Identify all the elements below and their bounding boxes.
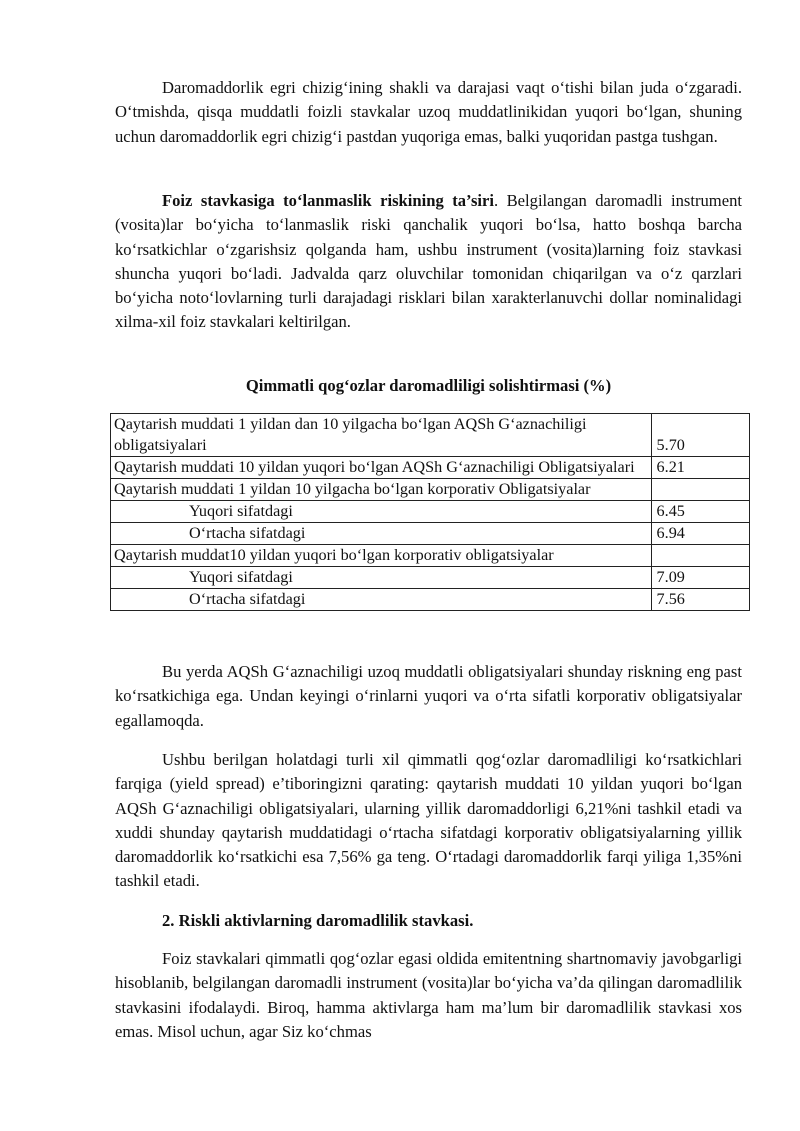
paragraph-yield-curve: Daromaddorlik egri chizig‘ining shakli va darajasi vaqt o‘tishi bilan juda o‘zgaradi. O‘tmishda, qisqa muddatli foizli stavkalar uzoq muddatlinikidan yuqori bo‘lgan, shuning uchun daromaddorlik egri chizig‘i pastdan yuqoriga emas, balki yuqoridan pastga tushgan.	[115, 78, 742, 146]
table-cell-value	[651, 545, 749, 567]
table-cell-value	[651, 479, 749, 501]
table-row	[111, 457, 750, 479]
paragraph-default-risk-text: . Belgilangan daromadli instrument (vosita)lar bo‘yicha to‘lanmaslik riski qanchalik yuqori bo‘lsa, hatto boshqa barcha ko‘rsatkichlar o‘zgarishsiz qolganda ham, ushbu instrument (vosita)larning foiz stavkasi shuncha yuqori bo‘ladi. Jadvalda qarz oluvchilar tomonidan chiqarilgan va o‘z qarzlari bo‘yicha noto‘lovlarning turli darajadagi risklari bilan xarakterlanuvchi dollar nominalidagi xilma-xil foiz stavkalari keltirilgan.	[115, 191, 742, 332]
table-row	[111, 589, 750, 611]
paragraph-default-risk	[115, 189, 742, 335]
table-cell-label: O‘rtacha sifatdagi	[111, 523, 652, 545]
table-cell-label: Yuqori sifatdagi	[111, 567, 652, 589]
table-cell-label: Qaytarish muddati 10 yildan yuqori bo‘lgan AQSh G‘aznachiligi Obligatsiyalari	[111, 457, 652, 479]
table-row	[111, 479, 750, 501]
table-cell-label: O‘rtacha sifatdagi	[111, 589, 652, 611]
table-cell-value: 7.56	[651, 589, 749, 611]
table-row	[111, 545, 750, 567]
section-heading: 2. Riskli aktivlarning daromadlilik stavkasi.	[162, 911, 474, 930]
table-cell-label: Yuqori sifatdagi	[111, 501, 652, 523]
table-cell-label: Qaytarish muddat10 yildan yuqori bo‘lgan korporativ obligatsiyalar	[111, 545, 652, 567]
paragraph-table-comment: Bu yerda AQSh G‘aznachiligi uzoq muddatli obligatsiyalari shunday riskning eng past ko‘rsatkichiga ega. Undan keyingi o‘rinlarni yuqori va o‘rta sifatli korporativ obligatsiyalar egallamoqda.	[115, 662, 742, 730]
yield-comparison-table	[110, 413, 750, 611]
table-cell-label: Qaytarish muddati 1 yildan 10 yilgacha bo‘lgan korporativ Obligatsiyalar	[111, 479, 652, 501]
table-cell-label: Qaytarish muddati 1 yildan dan 10 yilgacha bo‘lgan AQSh G‘aznachiligi obligatsiyalari	[111, 414, 652, 457]
table-row	[111, 501, 750, 523]
table-cell-value: 7.09	[651, 567, 749, 589]
table-row	[111, 567, 750, 589]
paragraph-default-risk-heading: Foiz stavkasiga to‘lanmaslik riskining ta’siri	[162, 191, 494, 210]
paragraph-risky-assets: Foiz stavkalari qimmatli qog‘ozlar egasi oldida emitentning shartnomaviy javobgarligi hisoblanib, belgilangan daromadli instrument (vosita)lar bo‘yicha va’da qilingan daromadlilik stavkasini ifodalaydi. Biroq, hamma aktivlarga ham ma’lum bir daromadlilik stavkasi xos emas. Misol uchun, agar Siz ko‘chmas	[115, 949, 742, 1041]
table-cell-value: 6.21	[651, 457, 749, 479]
table-cell-value: 6.45	[651, 501, 749, 523]
table-title: Qimmatli qog‘ozlar daromadliligi solishtirmasi (%)	[245, 376, 612, 395]
table-cell-value: 5.70	[651, 414, 749, 457]
table-cell-value: 6.94	[651, 523, 749, 545]
table-row	[111, 523, 750, 545]
table-row	[111, 414, 750, 457]
paragraph-yield-spread: Ushbu berilgan holatdagi turli xil qimmatli qog‘ozlar daromadliligi ko‘rsatkichlari farqiga (yield spread) e’tiboringizni qarating: qaytarish muddati 10 yildan yuqori bo‘lgan AQSh G‘aznachiligi obligatsiyalari, ularning yillik daromaddorligi 6,21%ni tashkil etadi va xuddi shunday qaytarish muddatidagi o‘rtacha sifatdagi korporativ obligatsiyalarning yillik daromaddorlik ko‘rsatkichi esa 7,56% ga teng. O‘rtadagi daromaddorlik farqi yiliga 1,35%ni tashkil etadi.	[115, 750, 742, 891]
